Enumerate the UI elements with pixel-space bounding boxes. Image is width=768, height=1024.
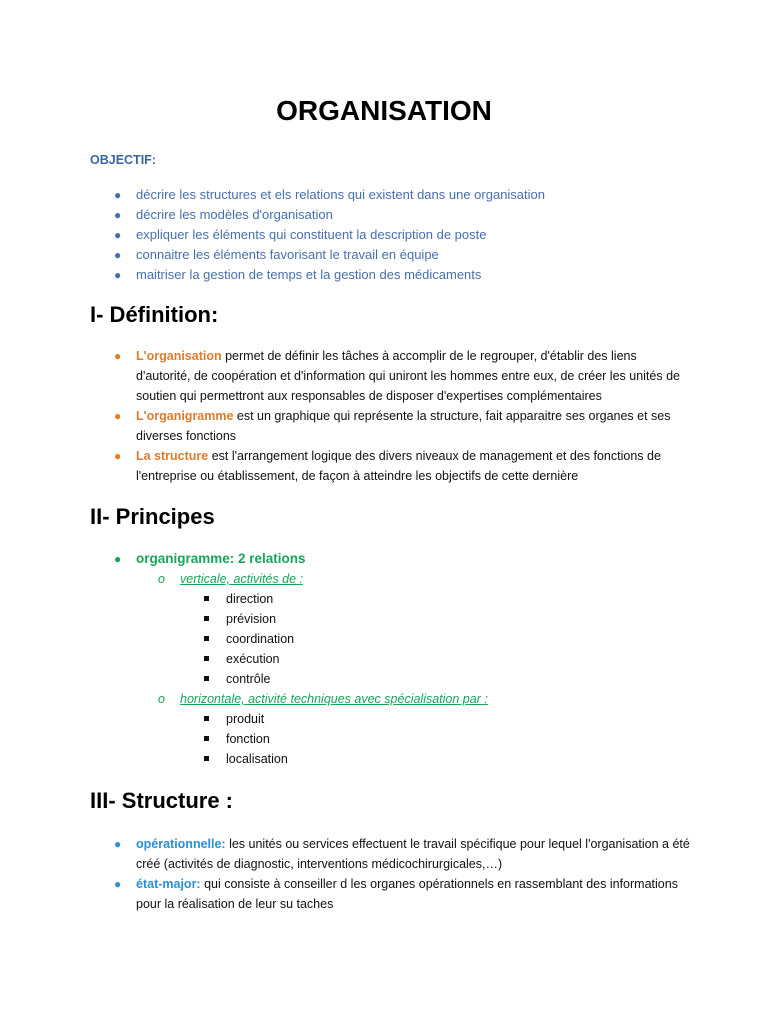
list-item: coordination [90, 629, 690, 649]
term: L'organigramme [136, 409, 234, 423]
square-bullet-icon [204, 676, 209, 681]
list-item: ● état-major: qui consiste à conseiller d les organes opérationnels en rassemblant des informations pour la réalisation de leur su taches [90, 874, 690, 914]
list-item: fonction [90, 729, 690, 749]
section-heading-principes: II- Principes [90, 504, 215, 529]
list-item: ● organigramme: 2 relations [90, 549, 690, 569]
structure-list [90, 834, 690, 914]
list-item: prévision [90, 609, 690, 629]
square-bullet-icon [204, 616, 209, 621]
bullet-icon: ● [114, 449, 122, 463]
bullet-icon: ● [114, 349, 122, 363]
sub-list-heading: o verticale, activités de : [90, 569, 690, 589]
square-bullet-icon [204, 656, 209, 661]
list-item: ● opérationnelle: les unités ou services effectuent le travail spécifique pour lequel l'organisation a été créé (activités de diagnostic, interventions médicochirurgicales,…) [90, 834, 690, 874]
bullet-icon: ● [114, 409, 122, 423]
list-item: direction [90, 589, 690, 609]
page-title: ORGANISATION [276, 95, 492, 126]
section-heading-structure: III- Structure : [90, 788, 234, 813]
list-item: exécution [90, 649, 690, 669]
section-heading-definition: I- Définition: [90, 302, 219, 327]
objectif-list [90, 185, 545, 285]
list-item: localisation [90, 749, 690, 769]
objectif-label: OBJECTIF: [90, 153, 156, 167]
principes-list [90, 549, 690, 769]
sub-list-heading: o horizontale, activité techniques avec spécialisation par : [90, 689, 690, 709]
bullet-icon: ● [114, 188, 122, 202]
list-item: ● La structure est l'arrangement logique des divers niveaux de management et des fonctions de l'entreprise ou établissement, de façon à atteindre les objectifs de cette dernière [90, 446, 690, 486]
list-item: ● décrire les structures et els relations qui existent dans une organisation [90, 185, 545, 205]
bullet-icon: ● [114, 877, 122, 891]
bullet-icon: ● [114, 228, 122, 242]
term: état-major: [136, 877, 201, 891]
circle-bullet-icon: o [158, 572, 165, 586]
square-bullet-icon [204, 736, 209, 741]
bullet-icon: ● [114, 248, 122, 262]
definition-list [90, 346, 690, 486]
bullet-icon: ● [114, 837, 122, 851]
term: La structure [136, 449, 209, 463]
list-item: ● maitriser la gestion de temps et la gestion des médicaments [90, 265, 545, 285]
list-item: ● L'organigramme est un graphique qui représente la structure, fait apparaitre ses organes et ses diverses fonctions [90, 406, 690, 446]
circle-bullet-icon: o [158, 692, 165, 706]
bullet-icon: ● [114, 268, 122, 282]
list-item: ● connaitre les éléments favorisant le travail en équipe [90, 245, 545, 265]
term: L'organisation [136, 349, 222, 363]
list-item: produit [90, 709, 690, 729]
bullet-icon: ● [114, 208, 122, 222]
list-item: contrôle [90, 669, 690, 689]
square-bullet-icon [204, 756, 209, 761]
bullet-icon: ● [114, 552, 122, 566]
list-item: ● décrire les modèles d'organisation [90, 205, 545, 225]
square-bullet-icon [204, 636, 209, 641]
list-item: ● expliquer les éléments qui constituent la description de poste [90, 225, 545, 245]
square-bullet-icon [204, 596, 209, 601]
term: opérationnelle: [136, 837, 226, 851]
square-bullet-icon [204, 716, 209, 721]
list-item: ● L'organisation permet de définir les tâches à accomplir de le regrouper, d'établir des liens d'autorité, de coopération et d'information qui uniront les hommes entre eux, de créer les unités de soutien qui permettront aux responsables de disposer d'expertises complémentaires [90, 346, 690, 406]
